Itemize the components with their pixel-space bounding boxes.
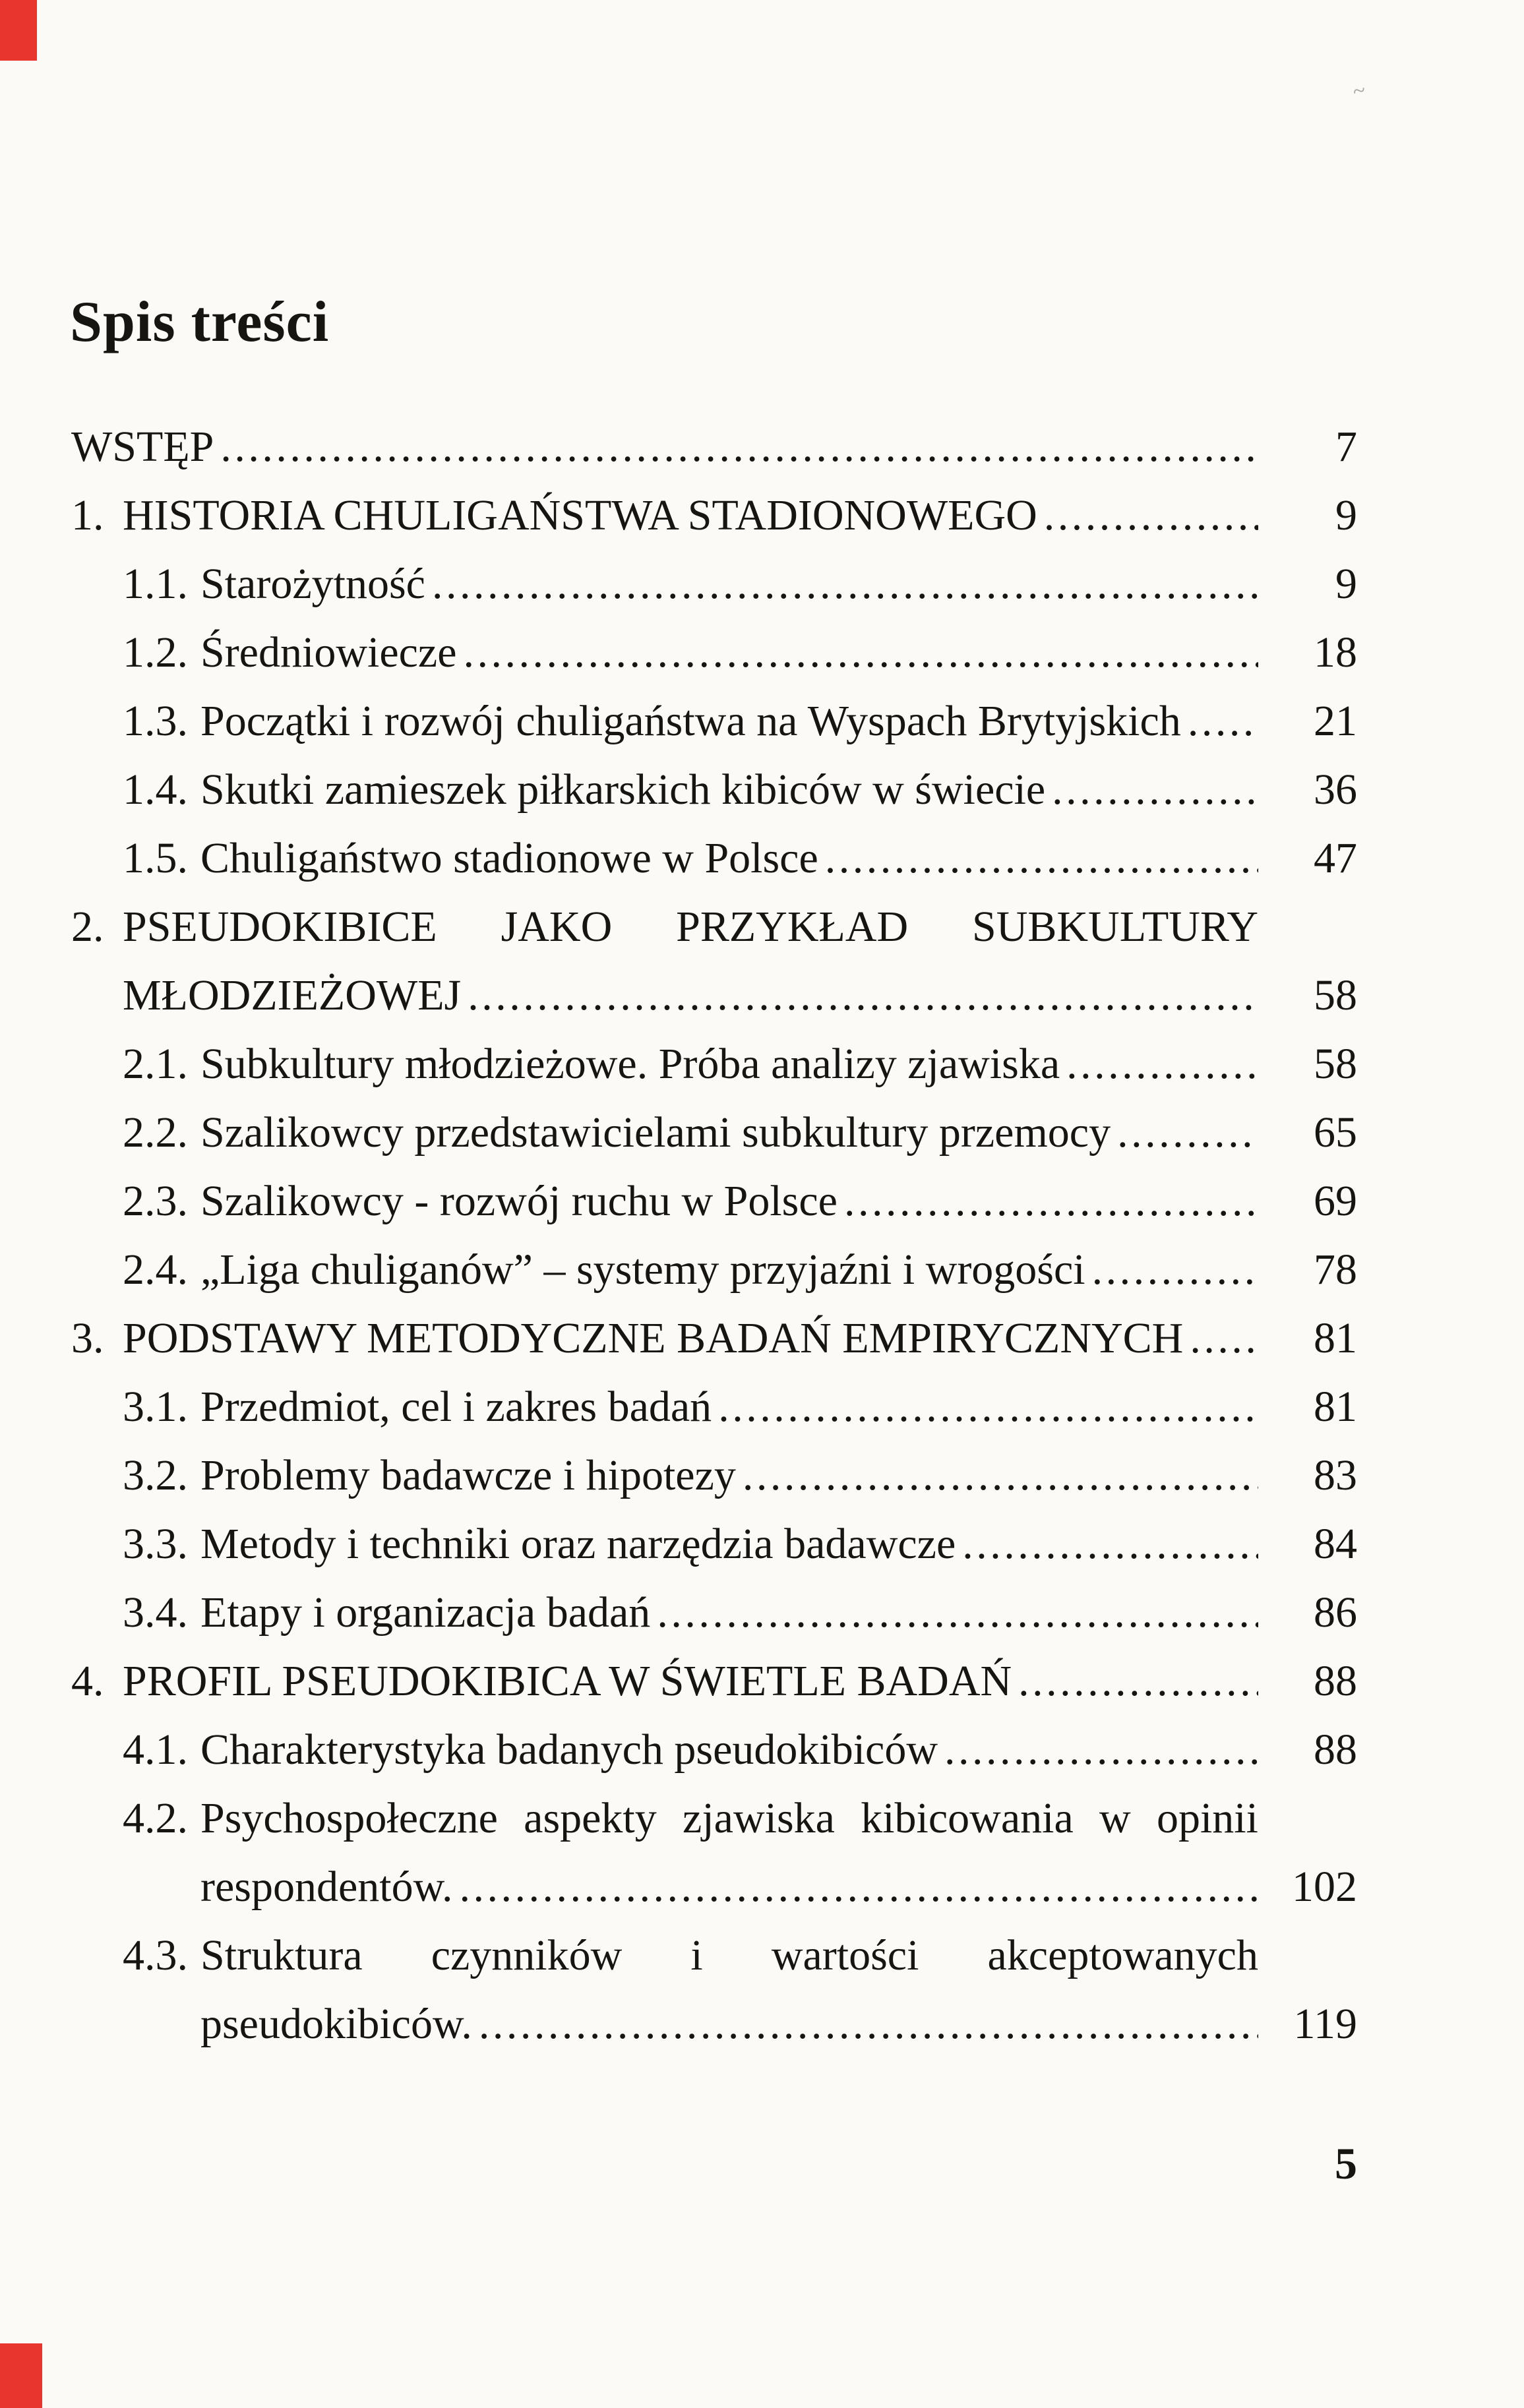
toc-entry bbox=[71, 1441, 1357, 1510]
toc-entry-line bbox=[71, 1167, 1357, 1236]
toc-entry-label: Subkultury młodzieżowe. Próba analizy zjawiska bbox=[200, 1040, 1060, 1088]
dot-leader bbox=[825, 824, 1258, 893]
dot-leader bbox=[479, 1990, 1258, 2059]
toc-entry-label: Szalikowcy - rozwój ruchu w Polsce bbox=[200, 1177, 838, 1225]
toc-entry-label bbox=[200, 1921, 1258, 1990]
word: opinii bbox=[1156, 1794, 1258, 1842]
page-title: Spis treści bbox=[70, 290, 330, 354]
toc-entry-label-continued: respondentów. bbox=[200, 1863, 453, 1911]
toc-entry bbox=[71, 618, 1357, 687]
toc-entry-label: Średniowiecze bbox=[200, 628, 457, 677]
toc-entry-line bbox=[71, 1579, 1357, 1647]
toc-entry-pagenum: 102 bbox=[1292, 1863, 1357, 1911]
toc-entry-line bbox=[71, 550, 1357, 618]
toc-entry-line bbox=[71, 1304, 1357, 1373]
toc-entry-number: 1.3. bbox=[123, 697, 188, 745]
toc-entry-line bbox=[71, 1853, 1357, 1921]
toc-entry-label: Przedmiot, cel i zakres badań bbox=[200, 1383, 712, 1431]
word: aspekty bbox=[524, 1794, 657, 1842]
dot-leader bbox=[743, 1441, 1258, 1510]
word: i bbox=[690, 1931, 703, 1979]
toc-entry-line bbox=[71, 1441, 1357, 1510]
dot-leader bbox=[844, 1167, 1258, 1236]
toc-entry-number: 1.2. bbox=[123, 628, 188, 677]
toc-entry-number: 1.4. bbox=[123, 766, 188, 814]
toc-entry bbox=[71, 550, 1357, 618]
toc-entry-number: 4.2. bbox=[123, 1794, 188, 1842]
word: Psychospołeczne bbox=[200, 1794, 498, 1842]
toc-entry-label bbox=[123, 893, 1258, 961]
scan-edge-red-mark-top bbox=[0, 0, 37, 61]
toc-entry-number: 1. bbox=[71, 491, 104, 539]
toc-entry-number: 4. bbox=[71, 1657, 104, 1705]
dot-leader bbox=[1066, 1030, 1258, 1099]
toc-entry-pagenum: 78 bbox=[1314, 1246, 1357, 1294]
toc-entry-line bbox=[71, 1373, 1357, 1441]
toc-entry bbox=[71, 756, 1357, 824]
word: wartości bbox=[771, 1931, 919, 1979]
toc-entry-line bbox=[71, 1236, 1357, 1304]
toc-entry bbox=[71, 1236, 1357, 1304]
toc-entry-label: PODSTAWY METODYCZNE BADAŃ EMPIRYCZNYCH bbox=[123, 1314, 1184, 1362]
dot-leader bbox=[718, 1373, 1258, 1441]
toc-entry-line bbox=[71, 413, 1357, 481]
toc-entry-pagenum: 119 bbox=[1293, 2000, 1357, 2048]
toc-entry bbox=[71, 1099, 1357, 1167]
toc-entry-label: PROFIL PSEUDOKIBICA W ŚWIETLE BADAŃ bbox=[123, 1657, 1012, 1705]
toc-entry-pagenum: 58 bbox=[1314, 1040, 1357, 1088]
dot-leader bbox=[1190, 1304, 1258, 1373]
word: zjawiska bbox=[683, 1794, 835, 1842]
toc-entry-label: Skutki zamieszek piłkarskich kibiców w świecie bbox=[200, 766, 1046, 814]
dot-leader bbox=[657, 1579, 1258, 1647]
toc-entry-pagenum: 81 bbox=[1314, 1383, 1357, 1431]
table-of-contents bbox=[71, 413, 1357, 2059]
dot-leader bbox=[1052, 756, 1258, 824]
toc-entry-number: 2.2. bbox=[123, 1108, 188, 1157]
toc-entry-line bbox=[71, 756, 1357, 824]
toc-entry-line bbox=[71, 961, 1357, 1030]
toc-entry-number: 3.2. bbox=[123, 1451, 188, 1499]
toc-entry-number: 2.4. bbox=[123, 1246, 188, 1294]
toc-entry-line bbox=[71, 481, 1357, 550]
toc-entry-line bbox=[71, 1784, 1258, 1853]
toc-entry bbox=[71, 1304, 1357, 1373]
toc-entry bbox=[71, 413, 1357, 481]
toc-entry-line bbox=[71, 1510, 1357, 1579]
word: kibicowania bbox=[861, 1794, 1074, 1842]
toc-entry-pagenum: 81 bbox=[1314, 1314, 1357, 1362]
toc-entry-pagenum: 84 bbox=[1314, 1520, 1357, 1568]
toc-entry-pagenum: 86 bbox=[1314, 1588, 1357, 1637]
word: akceptowanych bbox=[987, 1931, 1258, 1979]
toc-entry bbox=[71, 1716, 1357, 1784]
dot-leader bbox=[962, 1510, 1258, 1579]
scan-edge-red-mark-bottom bbox=[0, 2343, 42, 2408]
toc-entry-pagenum: 58 bbox=[1314, 971, 1357, 1019]
toc-entry bbox=[71, 481, 1357, 550]
toc-entry-line bbox=[71, 1921, 1258, 1990]
dot-leader bbox=[1092, 1236, 1258, 1304]
toc-entry-pagenum: 9 bbox=[1335, 560, 1357, 608]
dot-leader bbox=[468, 961, 1258, 1030]
toc-entry-number: 2.1. bbox=[123, 1040, 188, 1088]
toc-entry-label-continued: pseudokibiców. bbox=[200, 2000, 472, 2048]
toc-entry-pagenum: 7 bbox=[1335, 423, 1357, 471]
scan-speck-artifact: ~ bbox=[1351, 78, 1365, 105]
toc-entry bbox=[71, 687, 1357, 756]
toc-entry-line bbox=[71, 824, 1357, 893]
word: w bbox=[1099, 1794, 1131, 1842]
toc-entry-number: 2. bbox=[71, 903, 104, 951]
toc-entry-label: Charakterystyka badanych pseudokibiców bbox=[200, 1726, 938, 1774]
toc-entry-label: Szalikowcy przedstawicielami subkultury przemocy bbox=[200, 1108, 1111, 1157]
word: SUBKULTURY bbox=[971, 903, 1258, 951]
toc-entry bbox=[71, 1167, 1357, 1236]
toc-entry-pagenum: 83 bbox=[1314, 1451, 1357, 1499]
toc-entry-line bbox=[71, 1716, 1357, 1784]
toc-entry-number: 1.1. bbox=[123, 560, 188, 608]
toc-entry bbox=[71, 824, 1357, 893]
toc-entry-label: Metody i techniki oraz narzędzia badawcze bbox=[200, 1520, 956, 1568]
toc-entry-pagenum: 47 bbox=[1314, 834, 1357, 882]
toc-entry-line bbox=[71, 618, 1357, 687]
toc-entry-line bbox=[71, 1099, 1357, 1167]
toc-entry-line bbox=[71, 1647, 1357, 1716]
toc-entry-pagenum: 69 bbox=[1314, 1177, 1357, 1225]
toc-entry-pagenum: 21 bbox=[1314, 697, 1357, 745]
toc-entry-label: WSTĘP bbox=[71, 423, 214, 471]
toc-entry-number: 3. bbox=[71, 1314, 104, 1362]
dot-leader bbox=[459, 1853, 1258, 1921]
toc-entry-label bbox=[200, 1784, 1258, 1853]
dot-leader bbox=[1018, 1647, 1258, 1716]
dot-leader bbox=[1044, 481, 1258, 550]
toc-entry-pagenum: 88 bbox=[1314, 1726, 1357, 1774]
word: PRZYKŁAD bbox=[676, 903, 909, 951]
toc-entry bbox=[71, 1647, 1357, 1716]
dot-leader bbox=[220, 413, 1258, 481]
word: JAKO bbox=[501, 903, 613, 951]
dot-leader bbox=[1117, 1099, 1258, 1167]
toc-entry-pagenum: 36 bbox=[1314, 766, 1357, 814]
toc-entry-label: Chuligaństwo stadionowe w Polsce bbox=[200, 834, 818, 882]
toc-entry-pagenum: 18 bbox=[1314, 628, 1357, 677]
toc-entry-pagenum: 65 bbox=[1314, 1108, 1357, 1157]
word: PSEUDOKIBICE bbox=[123, 903, 437, 951]
toc-entry-number: 2.3. bbox=[123, 1177, 188, 1225]
toc-entry-line bbox=[71, 687, 1357, 756]
toc-entry bbox=[71, 893, 1357, 1030]
word: Struktura bbox=[200, 1931, 363, 1979]
toc-entry bbox=[71, 1784, 1357, 1921]
toc-entry-label: Etapy i organizacja badań bbox=[200, 1588, 651, 1637]
toc-entry-number: 1.5. bbox=[123, 834, 188, 882]
toc-entry-label: HISTORIA CHULIGAŃSTWA STADIONOWEGO bbox=[123, 491, 1037, 539]
toc-entry-line bbox=[71, 893, 1258, 961]
toc-entry-number: 4.3. bbox=[123, 1931, 188, 1979]
toc-entry-pagenum: 88 bbox=[1314, 1657, 1357, 1705]
toc-entry-label: Problemy badawcze i hipotezy bbox=[200, 1451, 736, 1499]
toc-entry bbox=[71, 1510, 1357, 1579]
toc-entry-number: 3.1. bbox=[123, 1383, 188, 1431]
toc-entry bbox=[71, 1579, 1357, 1647]
toc-entry bbox=[71, 1030, 1357, 1099]
dot-leader bbox=[944, 1716, 1258, 1784]
page-number: 5 bbox=[1335, 2138, 1357, 2188]
dot-leader bbox=[464, 618, 1259, 687]
toc-entry-label-continued: MŁODZIEŻOWEJ bbox=[123, 971, 462, 1019]
dot-leader bbox=[1188, 687, 1258, 756]
toc-entry-label: Początki i rozwój chuligaństwa na Wyspach Brytyjskich bbox=[200, 697, 1181, 745]
toc-entry bbox=[71, 1921, 1357, 2059]
toc-entry-line bbox=[71, 1030, 1357, 1099]
toc-entry-number: 4.1. bbox=[123, 1726, 188, 1774]
dot-leader bbox=[432, 550, 1258, 618]
toc-entry-label: „Liga chuliganów” – systemy przyjaźni i wrogości bbox=[200, 1246, 1085, 1294]
toc-entry-pagenum: 9 bbox=[1335, 491, 1357, 539]
word: czynników bbox=[431, 1931, 623, 1979]
toc-entry-number: 3.3. bbox=[123, 1520, 188, 1568]
toc-entry-line bbox=[71, 1990, 1357, 2059]
toc-entry-number: 3.4. bbox=[123, 1588, 188, 1637]
toc-entry bbox=[71, 1373, 1357, 1441]
toc-entry-label: Starożytność bbox=[200, 560, 425, 608]
